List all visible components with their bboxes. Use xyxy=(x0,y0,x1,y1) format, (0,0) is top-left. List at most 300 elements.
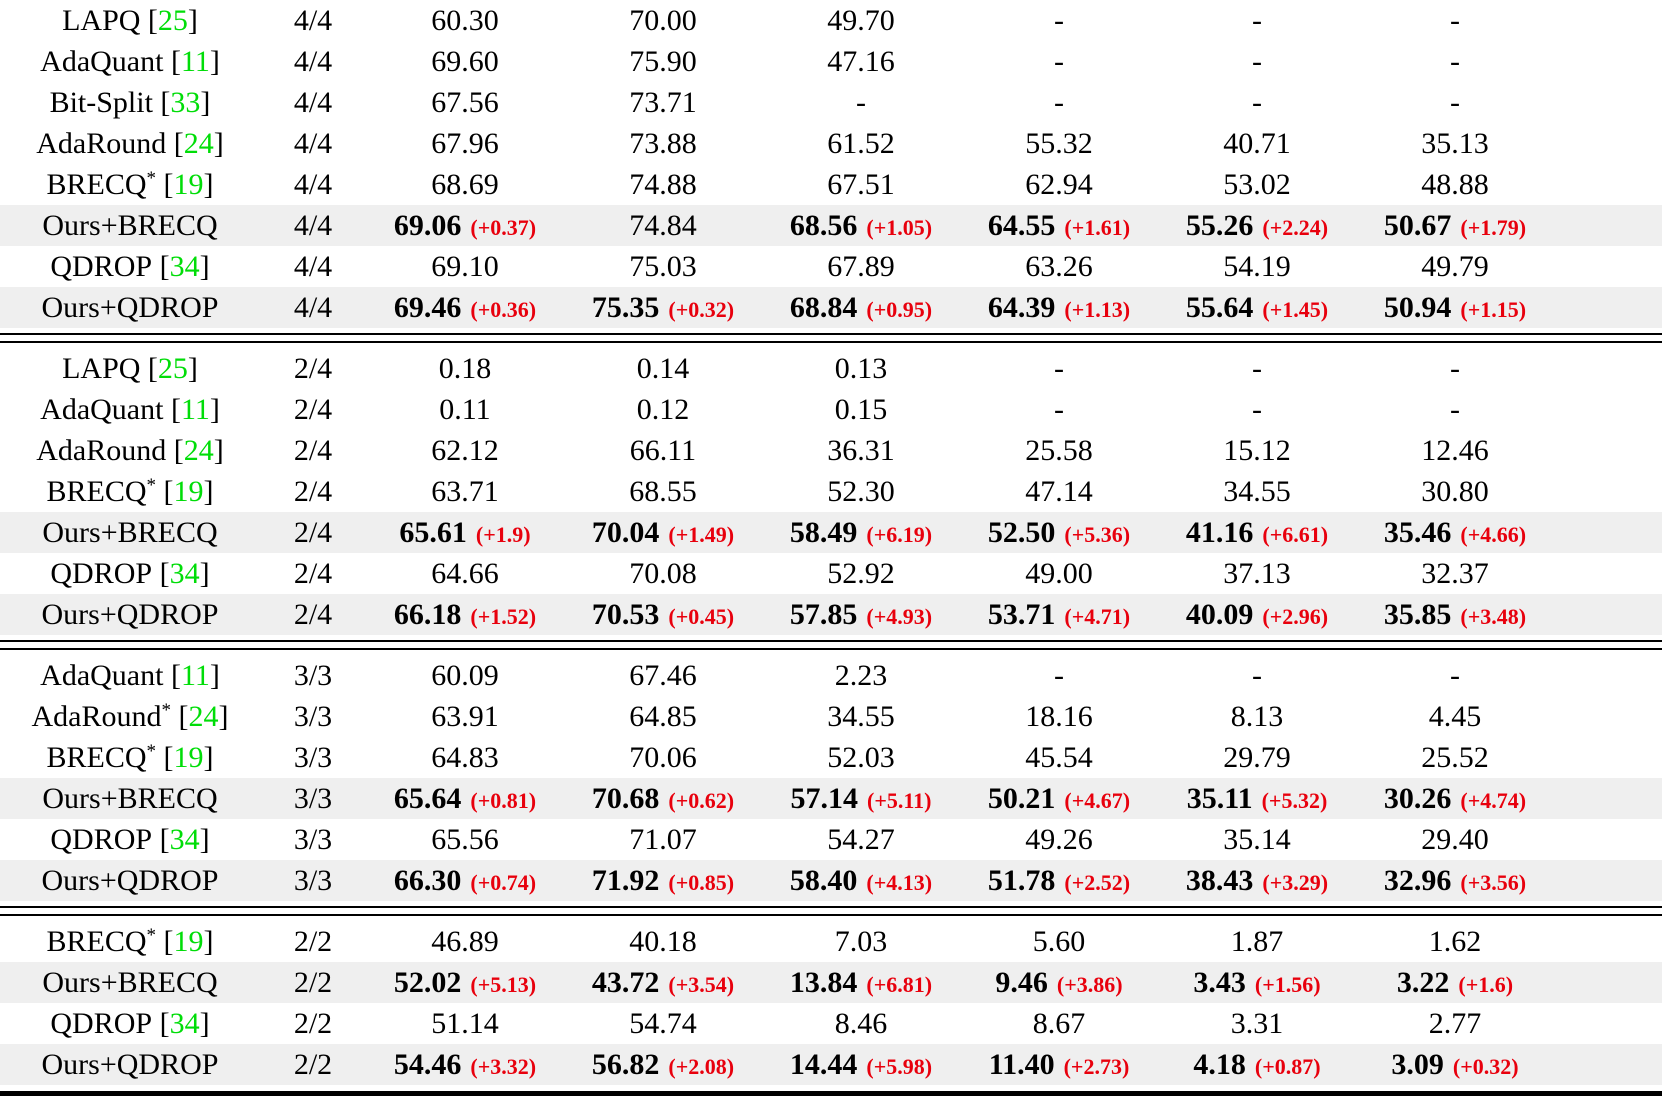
metric-value: 66.11 xyxy=(629,433,697,467)
improvement-delta: (+6.81) xyxy=(866,971,933,997)
table-row xyxy=(0,205,1662,246)
metric-value: 66.30 xyxy=(393,863,462,897)
metric-value: 37.13 xyxy=(1223,556,1291,590)
improvement-delta: (+0.32) xyxy=(668,296,735,322)
value-cell xyxy=(366,781,564,815)
metric-value: 75.35 xyxy=(591,290,660,324)
metric-value: 0.13 xyxy=(834,351,888,385)
metric-value: 62.12 xyxy=(431,433,499,467)
method-cell xyxy=(0,597,260,631)
metric-value: 75.90 xyxy=(629,44,697,78)
citation-number: 34 xyxy=(169,249,200,283)
value-cell xyxy=(762,699,960,733)
citation xyxy=(153,86,211,119)
improvement-delta: (+5.32) xyxy=(1261,787,1328,813)
value-cell xyxy=(564,1047,762,1081)
citation xyxy=(171,700,229,733)
improvement-delta: (+0.81) xyxy=(470,787,537,813)
improvement-delta: (+0.32) xyxy=(1452,1053,1519,1079)
value-cell xyxy=(960,781,1158,815)
bits-value: 3/3 xyxy=(293,781,333,815)
citation-number: 25 xyxy=(157,351,188,385)
improvement-delta: (+1.56) xyxy=(1254,971,1321,997)
metric-value: 58.49 xyxy=(789,515,858,549)
bits-cell xyxy=(260,3,366,37)
citation-number: 19 xyxy=(173,924,204,958)
table-row xyxy=(0,655,1662,696)
value-cell xyxy=(762,290,960,324)
method-name: BRECQ xyxy=(46,167,147,201)
metric-value: 67.89 xyxy=(827,249,895,283)
metric-value: - xyxy=(1252,351,1262,385)
value-cell xyxy=(960,658,1158,692)
metric-value: 4.45 xyxy=(1428,699,1482,733)
table-row xyxy=(0,123,1662,164)
citation xyxy=(163,393,219,426)
value-cell xyxy=(762,965,960,999)
improvement-delta: (+1.9) xyxy=(475,521,531,547)
metric-value: 35.46 xyxy=(1383,515,1452,549)
table-row xyxy=(0,430,1662,471)
metric-value: 54.19 xyxy=(1223,249,1291,283)
value-cell xyxy=(1356,351,1554,385)
method-name: AdaQuant xyxy=(40,658,164,692)
value-cell xyxy=(1158,208,1356,242)
method-superscript: * xyxy=(146,924,157,946)
citation-number: 11 xyxy=(180,392,210,426)
table-row xyxy=(0,696,1662,737)
value-cell xyxy=(366,44,564,78)
metric-value: 49.00 xyxy=(1025,556,1093,590)
metric-value: 32.37 xyxy=(1421,556,1489,590)
method-cell xyxy=(0,924,260,958)
value-cell xyxy=(762,556,960,590)
metric-value: 68.56 xyxy=(789,208,858,242)
metric-value: 35.14 xyxy=(1223,822,1291,856)
metric-value: 57.85 xyxy=(789,597,858,631)
improvement-delta: (+1.6) xyxy=(1458,971,1514,997)
metric-value: 55.64 xyxy=(1185,290,1254,324)
citation xyxy=(163,659,219,692)
improvement-delta: (+5.11) xyxy=(867,787,932,813)
bits-value: 2/4 xyxy=(293,474,333,508)
citation xyxy=(140,352,198,385)
value-cell xyxy=(960,1006,1158,1040)
value-cell xyxy=(762,208,960,242)
value-cell xyxy=(960,3,1158,37)
metric-value: 2.23 xyxy=(834,658,888,692)
metric-value: 46.89 xyxy=(431,924,499,958)
citation xyxy=(156,168,214,201)
method-superscript: * xyxy=(146,167,157,189)
improvement-delta: (+4.74) xyxy=(1460,787,1527,813)
metric-value: 49.26 xyxy=(1025,822,1093,856)
improvement-delta: (+3.56) xyxy=(1460,869,1527,895)
metric-value: 54.74 xyxy=(629,1006,697,1040)
metric-value: 1.87 xyxy=(1230,924,1284,958)
metric-value: 45.54 xyxy=(1025,740,1093,774)
metric-value: - xyxy=(1450,658,1460,692)
method-cell xyxy=(0,208,260,242)
value-cell xyxy=(960,126,1158,160)
bits-cell xyxy=(260,658,366,692)
metric-value: 8.46 xyxy=(834,1006,888,1040)
bits-value: 2/2 xyxy=(293,1006,333,1040)
metric-value: 25.58 xyxy=(1025,433,1093,467)
metric-value: 63.26 xyxy=(1025,249,1093,283)
value-cell xyxy=(1356,249,1554,283)
method-cell xyxy=(0,781,260,815)
metric-value: 64.55 xyxy=(987,208,1056,242)
value-cell xyxy=(564,208,762,242)
metric-value: 60.30 xyxy=(431,3,499,37)
section-divider-rule xyxy=(0,333,1662,343)
method-name: BRECQ xyxy=(46,474,147,508)
metric-value: 0.15 xyxy=(834,392,888,426)
metric-value: 13.84 xyxy=(789,965,858,999)
metric-value: 67.56 xyxy=(431,85,499,119)
value-cell xyxy=(1356,167,1554,201)
value-cell xyxy=(960,1047,1158,1081)
metric-value: 35.11 xyxy=(1186,781,1253,815)
metric-value: 2.77 xyxy=(1428,1006,1482,1040)
citation-number: 33 xyxy=(170,85,201,119)
metric-value: 57.14 xyxy=(790,781,858,815)
method-name: Ours+BRECQ xyxy=(42,781,218,815)
method-cell xyxy=(0,351,260,385)
method-cell xyxy=(0,515,260,549)
improvement-delta: (+3.32) xyxy=(470,1053,537,1079)
metric-value: - xyxy=(1252,3,1262,37)
value-cell xyxy=(960,556,1158,590)
metric-value: 60.09 xyxy=(431,658,499,692)
method-cell xyxy=(0,556,260,590)
value-cell xyxy=(762,1006,960,1040)
value-cell xyxy=(762,433,960,467)
value-cell xyxy=(1158,290,1356,324)
table-row xyxy=(0,389,1662,430)
metric-value: 35.85 xyxy=(1383,597,1452,631)
citation xyxy=(156,741,214,774)
citation-bracket-close: ] xyxy=(203,474,214,508)
metric-value: 64.39 xyxy=(987,290,1056,324)
metric-value: 70.06 xyxy=(629,740,697,774)
metric-value: 0.14 xyxy=(636,351,690,385)
bits-value: 4/4 xyxy=(293,249,333,283)
value-cell xyxy=(762,392,960,426)
table-row xyxy=(0,41,1662,82)
value-cell xyxy=(762,863,960,897)
value-cell xyxy=(1356,1006,1554,1040)
value-cell xyxy=(960,822,1158,856)
method-superscript: * xyxy=(146,740,157,762)
bits-cell xyxy=(260,433,366,467)
value-cell xyxy=(960,740,1158,774)
metric-value: 15.12 xyxy=(1223,433,1291,467)
value-cell xyxy=(762,515,960,549)
bits-cell xyxy=(260,965,366,999)
citation xyxy=(156,475,214,508)
citation-bracket-open: [ xyxy=(178,699,189,733)
value-cell xyxy=(762,85,960,119)
metric-value: 64.85 xyxy=(629,699,697,733)
metric-value: 0.18 xyxy=(438,351,492,385)
citation-bracket-open: [ xyxy=(159,249,170,283)
method-name: AdaQuant xyxy=(40,44,164,78)
bits-cell xyxy=(260,515,366,549)
value-cell xyxy=(960,965,1158,999)
metric-value: - xyxy=(856,85,866,119)
value-cell xyxy=(1158,515,1356,549)
metric-value: 50.67 xyxy=(1383,208,1452,242)
bits-cell xyxy=(260,392,366,426)
value-cell xyxy=(564,515,762,549)
metric-value: 32.96 xyxy=(1383,863,1452,897)
metric-value: 68.69 xyxy=(431,167,499,201)
value-cell xyxy=(762,822,960,856)
method-name: BRECQ xyxy=(46,740,147,774)
citation-bracket-open: [ xyxy=(170,392,181,426)
value-cell xyxy=(1158,433,1356,467)
metric-value: 54.27 xyxy=(827,822,895,856)
bits-value: 4/4 xyxy=(293,208,333,242)
value-cell xyxy=(1356,658,1554,692)
bits-value: 3/3 xyxy=(293,699,333,733)
improvement-delta: (+3.29) xyxy=(1262,869,1329,895)
table-row xyxy=(0,512,1662,553)
value-cell xyxy=(1158,44,1356,78)
improvement-delta: (+1.61) xyxy=(1064,214,1131,240)
bits-value: 2/4 xyxy=(293,556,333,590)
value-cell xyxy=(1356,781,1554,815)
citation xyxy=(166,127,224,160)
metric-value: 61.52 xyxy=(827,126,895,160)
bits-cell xyxy=(260,208,366,242)
table-section xyxy=(0,655,1662,901)
table-row xyxy=(0,246,1662,287)
value-cell xyxy=(960,351,1158,385)
citation-bracket-close: ] xyxy=(199,1006,210,1040)
citation-bracket-open: [ xyxy=(159,1006,170,1040)
method-cell xyxy=(0,433,260,467)
value-cell xyxy=(366,351,564,385)
value-cell xyxy=(1356,924,1554,958)
table-row xyxy=(0,471,1662,512)
method-name: Ours+QDROP xyxy=(41,290,219,324)
citation-bracket-close: ] xyxy=(209,392,220,426)
bits-value: 3/3 xyxy=(293,863,333,897)
bits-cell xyxy=(260,474,366,508)
citation-bracket-open: [ xyxy=(163,167,174,201)
value-cell xyxy=(366,290,564,324)
metric-value: 12.46 xyxy=(1421,433,1489,467)
value-cell xyxy=(564,965,762,999)
value-cell xyxy=(762,658,960,692)
value-cell xyxy=(762,44,960,78)
bits-cell xyxy=(260,44,366,78)
bits-cell xyxy=(260,1006,366,1040)
metric-value: - xyxy=(1450,85,1460,119)
value-cell xyxy=(1158,699,1356,733)
value-cell xyxy=(1158,740,1356,774)
method-cell xyxy=(0,392,260,426)
metric-value: - xyxy=(1450,44,1460,78)
citation-number: 11 xyxy=(180,44,210,78)
value-cell xyxy=(564,126,762,160)
bits-value: 2/4 xyxy=(293,351,333,385)
bits-value: 2/4 xyxy=(293,515,333,549)
metric-value: 34.55 xyxy=(1223,474,1291,508)
metric-value: 53.71 xyxy=(987,597,1056,631)
metric-value: 55.32 xyxy=(1025,126,1093,160)
metric-value: 34.55 xyxy=(827,699,895,733)
value-cell xyxy=(1158,658,1356,692)
citation-bracket-close: ] xyxy=(218,699,229,733)
citation-bracket-close: ] xyxy=(203,924,214,958)
method-name: Ours+BRECQ xyxy=(42,208,218,242)
value-cell xyxy=(1356,863,1554,897)
value-cell xyxy=(1356,3,1554,37)
metric-value: 0.12 xyxy=(636,392,690,426)
value-cell xyxy=(564,740,762,774)
method-name: Ours+QDROP xyxy=(41,863,219,897)
value-cell xyxy=(762,924,960,958)
method-name: AdaRound xyxy=(31,699,162,733)
method-name: QDROP xyxy=(50,556,153,590)
citation-bracket-close: ] xyxy=(213,433,224,467)
metric-value: 29.79 xyxy=(1223,740,1291,774)
value-cell xyxy=(762,781,960,815)
value-cell xyxy=(1158,1006,1356,1040)
method-name: QDROP xyxy=(50,1006,153,1040)
citation xyxy=(140,4,198,37)
metric-value: - xyxy=(1054,85,1064,119)
value-cell xyxy=(960,863,1158,897)
metric-value: 7.03 xyxy=(834,924,888,958)
value-cell xyxy=(1356,740,1554,774)
method-name: QDROP xyxy=(50,822,153,856)
method-cell xyxy=(0,249,260,283)
table-section xyxy=(0,921,1662,1085)
citation-bracket-open: [ xyxy=(163,740,174,774)
method-name: Bit-Split xyxy=(49,85,153,119)
bits-value: 3/3 xyxy=(293,740,333,774)
value-cell xyxy=(564,44,762,78)
citation-bracket-open: [ xyxy=(147,3,158,37)
metric-value: 3.09 xyxy=(1391,1047,1444,1081)
metric-value: - xyxy=(1054,3,1064,37)
method-superscript: * xyxy=(146,474,157,496)
metric-value: 70.53 xyxy=(591,597,660,631)
method-cell xyxy=(0,3,260,37)
value-cell xyxy=(564,658,762,692)
value-cell xyxy=(1158,249,1356,283)
table-row xyxy=(0,962,1662,1003)
method-superscript: * xyxy=(161,699,171,721)
bits-value: 2/2 xyxy=(293,1047,333,1081)
metric-value: 0.11 xyxy=(439,392,491,426)
section-divider-rule xyxy=(0,640,1662,650)
metric-value: 43.72 xyxy=(591,965,660,999)
improvement-delta: (+1.79) xyxy=(1460,214,1527,240)
metric-value: 8.13 xyxy=(1230,699,1284,733)
value-cell xyxy=(564,863,762,897)
value-cell xyxy=(564,3,762,37)
bits-cell xyxy=(260,924,366,958)
value-cell xyxy=(564,699,762,733)
value-cell xyxy=(1158,392,1356,426)
table-row xyxy=(0,778,1662,819)
metric-value: 67.96 xyxy=(431,126,499,160)
metric-value: 38.43 xyxy=(1185,863,1254,897)
value-cell xyxy=(1356,208,1554,242)
bits-cell xyxy=(260,167,366,201)
citation-number: 34 xyxy=(169,556,200,590)
metric-value: 69.06 xyxy=(393,208,462,242)
improvement-delta: (+1.52) xyxy=(470,603,537,629)
metric-value: 49.70 xyxy=(827,3,895,37)
value-cell xyxy=(366,863,564,897)
method-name: QDROP xyxy=(50,249,153,283)
citation-bracket-close: ] xyxy=(203,740,214,774)
method-cell xyxy=(0,699,260,733)
metric-value: 62.94 xyxy=(1025,167,1093,201)
bits-cell xyxy=(260,699,366,733)
method-cell xyxy=(0,290,260,324)
method-cell xyxy=(0,126,260,160)
value-cell xyxy=(366,1047,564,1081)
method-cell xyxy=(0,167,260,201)
value-cell xyxy=(762,167,960,201)
metric-value: 50.21 xyxy=(987,781,1056,815)
value-cell xyxy=(1158,556,1356,590)
bits-cell xyxy=(260,126,366,160)
value-cell xyxy=(366,392,564,426)
value-cell xyxy=(366,924,564,958)
metric-value: - xyxy=(1450,351,1460,385)
method-cell xyxy=(0,740,260,774)
method-cell xyxy=(0,863,260,897)
metric-value: 29.40 xyxy=(1421,822,1489,856)
metric-value: - xyxy=(1450,3,1460,37)
bits-cell xyxy=(260,249,366,283)
metric-value: 49.79 xyxy=(1421,249,1489,283)
citation-number: 34 xyxy=(169,1006,200,1040)
table-row xyxy=(0,164,1662,205)
value-cell xyxy=(366,85,564,119)
method-name: AdaQuant xyxy=(40,392,164,426)
metric-value: 75.03 xyxy=(629,249,697,283)
value-cell xyxy=(1356,290,1554,324)
method-name: Ours+BRECQ xyxy=(42,515,218,549)
metric-value: - xyxy=(1054,392,1064,426)
citation xyxy=(166,434,224,467)
citation-bracket-close: ] xyxy=(187,351,198,385)
table-row xyxy=(0,0,1662,41)
metric-value: 74.84 xyxy=(629,208,697,242)
citation xyxy=(152,1007,210,1040)
improvement-delta: (+4.66) xyxy=(1460,521,1527,547)
value-cell xyxy=(960,167,1158,201)
method-cell xyxy=(0,1047,260,1081)
citation-number: 25 xyxy=(157,3,188,37)
metric-value: 65.61 xyxy=(399,515,467,549)
value-cell xyxy=(366,658,564,692)
citation-bracket-close: ] xyxy=(203,167,214,201)
value-cell xyxy=(960,515,1158,549)
table-bottom-rule xyxy=(0,1091,1662,1096)
metric-value: 65.64 xyxy=(393,781,462,815)
